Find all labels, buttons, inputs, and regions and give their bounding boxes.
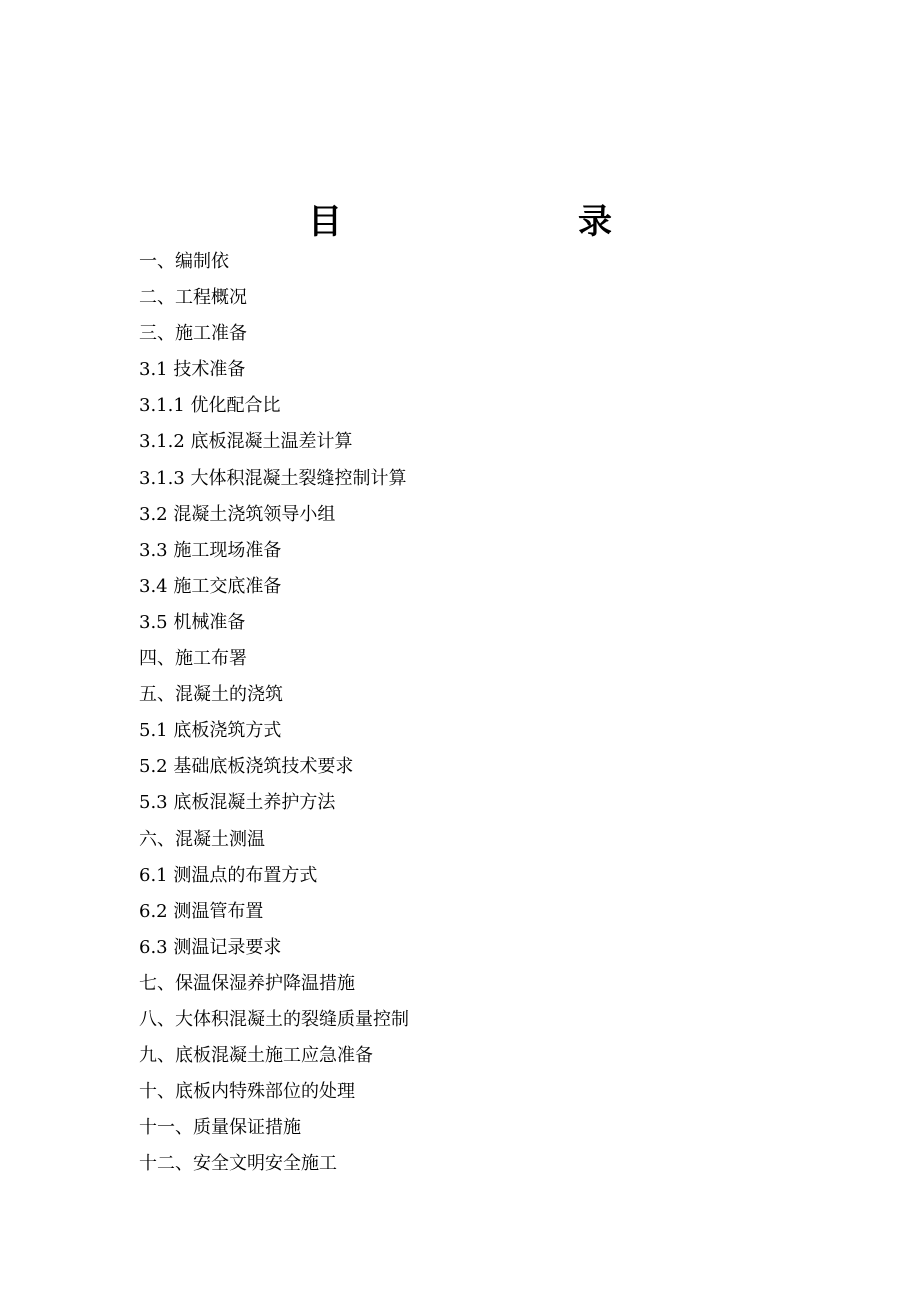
toc-item: 6.1 测温点的布置方式 [139, 864, 318, 886]
toc-item: 四、施工布署 [139, 648, 247, 670]
toc-item: 3.1.1 优化配合比 [139, 395, 281, 417]
toc-item: 3.1 技术准备 [139, 359, 246, 381]
toc-item: 九、底板混凝土施工应急准备 [139, 1045, 373, 1067]
toc-item: 5.1 底板浇筑方式 [139, 720, 282, 742]
toc-item: 六、混凝土测温 [139, 828, 265, 850]
toc-item: 三、施工准备 [139, 323, 247, 345]
toc-item: 十一、质量保证措施 [139, 1117, 301, 1139]
toc-item: 3.2 混凝土浇筑领导小组 [139, 503, 336, 525]
toc-item: 八、大体积混凝土的裂缝质量控制 [139, 1008, 409, 1030]
toc-item: 6.3 测温记录要求 [139, 936, 282, 958]
toc-title-char: 录 [578, 202, 612, 242]
toc-list [139, 244, 839, 1182]
toc-item: 3.3 施工现场准备 [139, 539, 282, 561]
toc-item: 五、混凝土的浇筑 [139, 684, 283, 706]
toc-item: 二、工程概况 [139, 287, 247, 309]
toc-item: 3.1.2 底板混凝土温差计算 [139, 431, 353, 453]
toc-item: 七、保温保湿养护降温措施 [139, 972, 355, 994]
toc-title [0, 198, 920, 246]
toc-item: 6.2 测温管布置 [139, 900, 264, 922]
toc-item: 3.4 施工交底准备 [139, 575, 282, 597]
toc-item: 十、底板内特殊部位的处理 [139, 1081, 355, 1103]
toc-title-char: 目 [308, 202, 342, 242]
toc-item: 5.3 底板混凝土养护方法 [139, 792, 336, 814]
toc-item: 十二、安全文明安全施工 [139, 1153, 337, 1175]
toc-item: 5.2 基础底板浇筑技术要求 [139, 756, 354, 778]
toc-item: 3.5 机械准备 [139, 611, 246, 633]
toc-item: 一、编制依 [139, 251, 229, 272]
toc-item: 3.1.3 大体积混凝土裂缝控制计算 [139, 467, 407, 489]
